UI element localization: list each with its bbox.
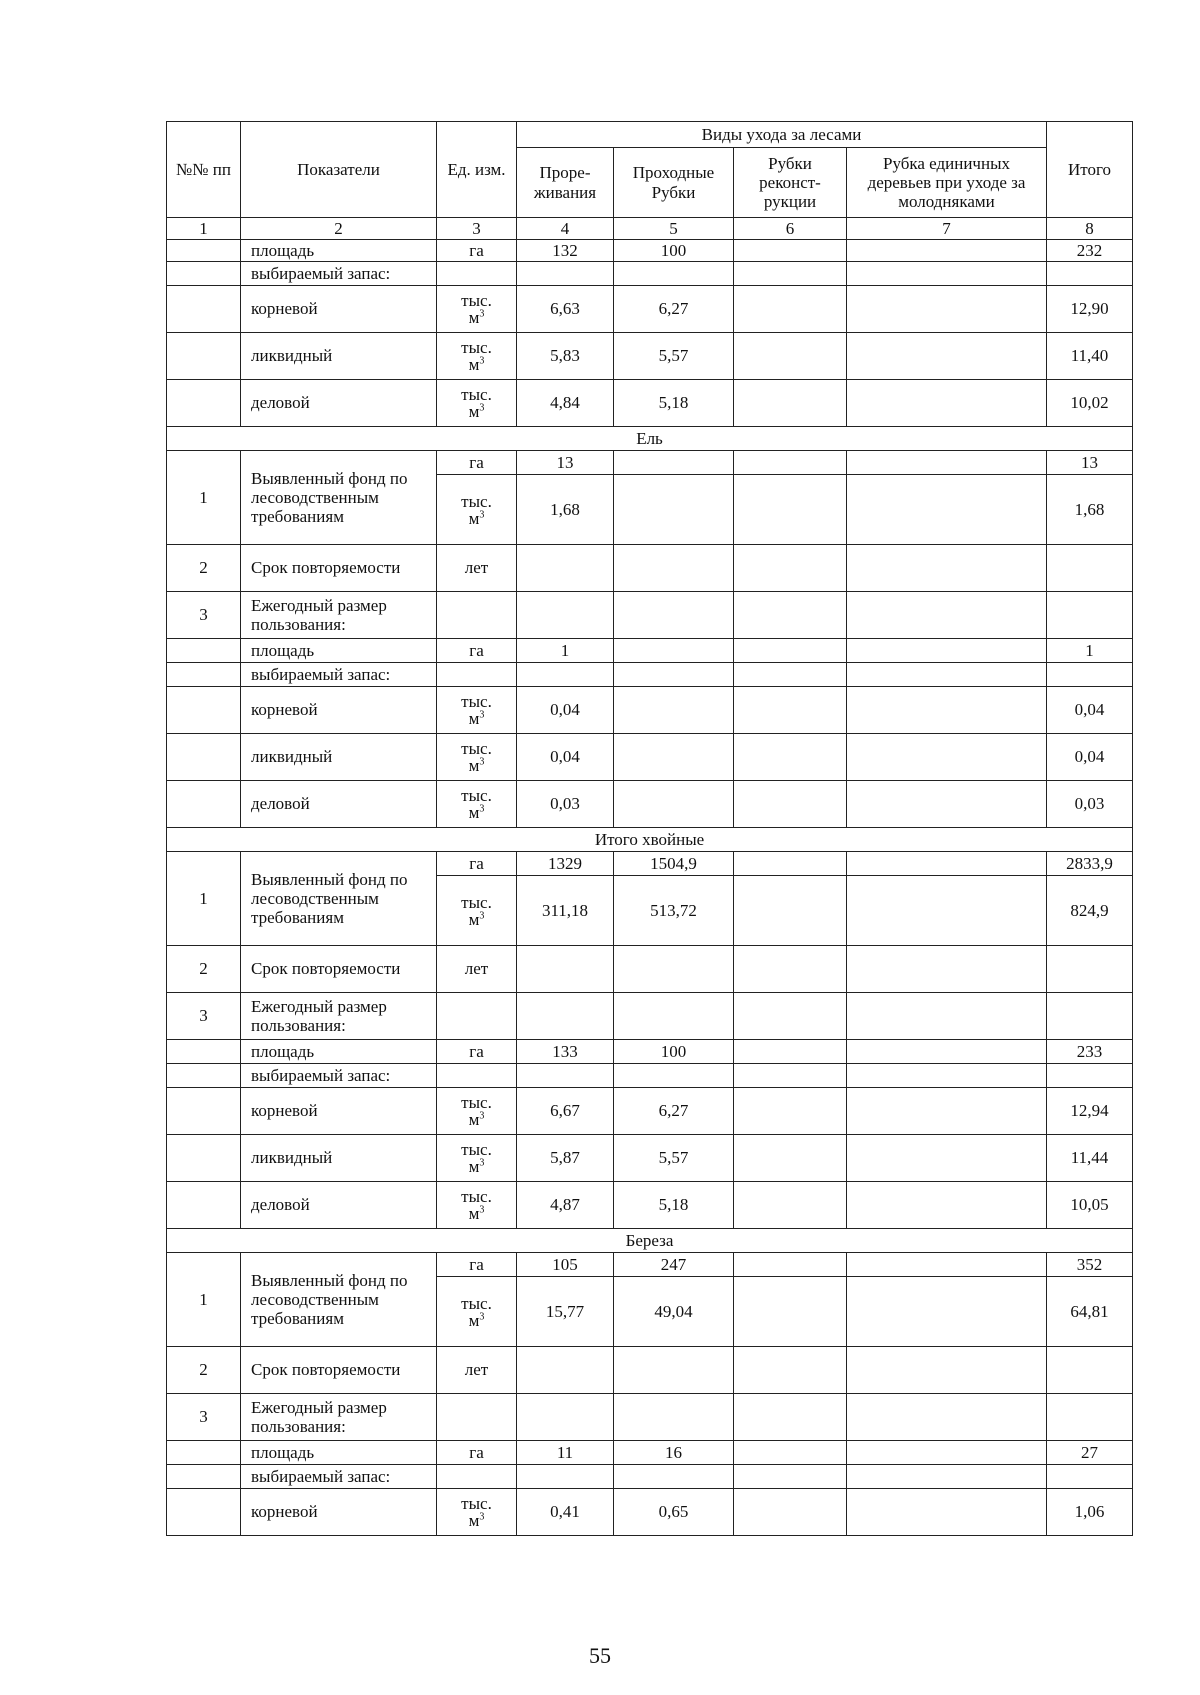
column-numbers-row: 1 2 3 4 5 6 7 8 <box>167 218 1133 240</box>
unit-m3: тыс. $м^3$ <box>437 876 517 946</box>
table-row: 1 Выявленный фонд по лесоводственным требованиям га 105 247 352 <box>167 1253 1133 1277</box>
table-row: ликвидный тыс. $м^3$ 5,83 5,57 11,40 <box>167 333 1133 380</box>
table-row: выбираемый запас: <box>167 262 1133 286</box>
table-row: деловой тыс. $м^3$ 4,84 5,18 10,02 <box>167 380 1133 427</box>
table-row: выбираемый запас: <box>167 663 1133 687</box>
unit-m3: тыс. $м^3$ <box>437 286 517 333</box>
header-passage: Проходные Рубки <box>614 148 734 218</box>
table-row: 2 Срок повторяемости лет <box>167 545 1133 592</box>
table-row: деловой тыс. $м^3$ 0,03 0,03 <box>167 781 1133 828</box>
table-row: корневой тыс. $м^3$ 6,63 6,27 12,90 <box>167 286 1133 333</box>
table-row: тыс. $м^3$ 1,68 1,68 <box>167 475 1133 545</box>
unit-m3: тыс. $м^3$ <box>437 1182 517 1229</box>
unit-m3: тыс. $м^3$ <box>437 380 517 427</box>
forest-care-table <box>166 121 1133 1536</box>
header-single-trees: Рубка единичных деревьев при уходе за молодняками <box>847 148 1047 218</box>
header-group: Виды ухода за лесами <box>517 122 1047 148</box>
header-total: Итого <box>1047 122 1133 218</box>
table-row: корневой тыс. $м^3$ 6,67 6,27 12,94 <box>167 1088 1133 1135</box>
section-title-spruce: Ель <box>167 427 1133 451</box>
unit-m3: тыс. $м^3$ <box>437 1489 517 1536</box>
unit-m3: тыс. $м^3$ <box>437 1135 517 1182</box>
header-indicator: Показатели <box>241 122 437 218</box>
table-row: деловой тыс. $м^3$ 4,87 5,18 10,05 <box>167 1182 1133 1229</box>
header-reconstruction: Рубки реконст- рукции <box>734 148 847 218</box>
page-number: 55 <box>589 1643 611 1668</box>
header-num: №№ пп <box>167 122 241 218</box>
section-title-birch: Береза <box>167 1229 1133 1253</box>
table-row: 1 Выявленный фонд по лесоводственным требованиям га 1329 1504,9 2833,9 <box>167 852 1133 876</box>
table-row: выбираемый запас: <box>167 1465 1133 1489</box>
unit-m3: тыс. $м^3$ <box>437 1088 517 1135</box>
table-row: ликвидный тыс. $м^3$ 5,87 5,57 11,44 <box>167 1135 1133 1182</box>
unit-m3: тыс. $м^3$ <box>437 734 517 781</box>
table-row: тыс. $м^3$ 311,18 513,72 824,9 <box>167 876 1133 946</box>
table-row: выбираемый запас: <box>167 1064 1133 1088</box>
unit-m3: тыс. $м^3$ <box>437 1277 517 1347</box>
table-row: 3 Ежегодный размер пользования: <box>167 592 1133 639</box>
header-unit: Ед. изм. <box>437 122 517 218</box>
header-thinning: Проре- живания <box>517 148 614 218</box>
table-row: корневой тыс. $м^3$ 0,41 0,65 1,06 <box>167 1489 1133 1536</box>
unit-m3: тыс. $м^3$ <box>437 333 517 380</box>
unit-m3: тыс. $м^3$ <box>437 475 517 545</box>
table-row: 2 Срок повторяемости лет <box>167 946 1133 993</box>
table-row: корневой тыс. $м^3$ 0,04 0,04 <box>167 687 1133 734</box>
section-title-conifers: Итого хвойные <box>167 828 1133 852</box>
table-row: 2 Срок повторяемости лет <box>167 1347 1133 1394</box>
table-row: 3 Ежегодный размер пользования: <box>167 993 1133 1040</box>
table-row: 1 Выявленный фонд по лесоводственным требованиям га 13 13 <box>167 451 1133 475</box>
unit-m3: тыс. $м^3$ <box>437 687 517 734</box>
table-row: площадь га 11 16 27 <box>167 1441 1133 1465</box>
table-row: ликвидный тыс. $м^3$ 0,04 0,04 <box>167 734 1133 781</box>
table-row: площадь га 133 100 233 <box>167 1040 1133 1064</box>
table-row: тыс. $м^3$ 15,77 49,04 64,81 <box>167 1277 1133 1347</box>
unit-m3: тыс. $м^3$ <box>437 781 517 828</box>
table-row: площадь га 132 100 232 <box>167 240 1133 262</box>
table-row: площадь га 1 1 <box>167 639 1133 663</box>
table-row: 3 Ежегодный размер пользования: <box>167 1394 1133 1441</box>
